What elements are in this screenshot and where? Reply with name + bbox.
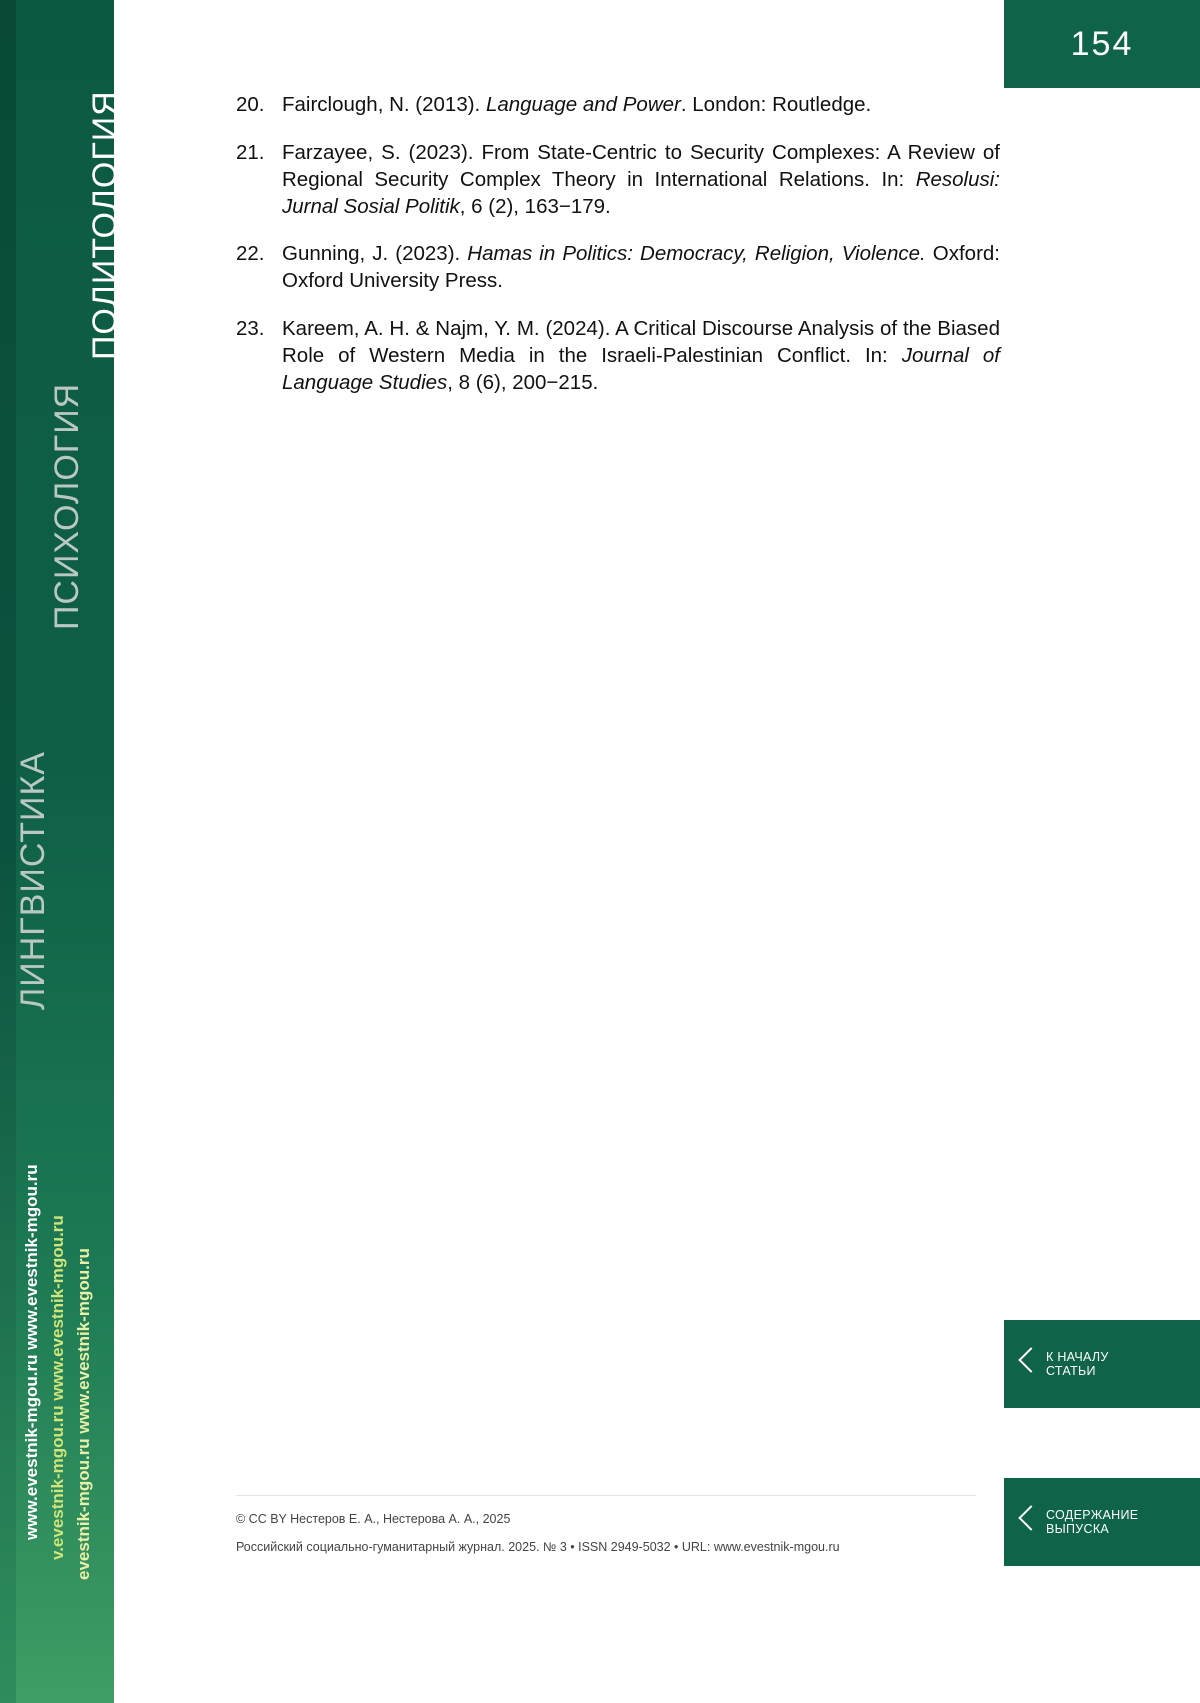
reference-part: Farzayee, S. (2023). From State-Centric to Security Complexes: A Review of Regional Security Complex Theory in International Relations. In:	[282, 140, 1000, 191]
reference-number: 21.	[236, 140, 265, 164]
rail-heading-lingvistika: ЛИНГВИСТИКА	[14, 751, 52, 1010]
to-article-start-label	[1046, 1350, 1109, 1379]
reference-item	[236, 316, 1000, 397]
chevron-left-icon	[1018, 1505, 1036, 1539]
chevron-left-icon	[1018, 1347, 1036, 1381]
issue-contents-line2: ВЫПУСКА	[1046, 1522, 1110, 1536]
rail-url-line-2: v.evestnik-mgou.ru www.evestnik-mgou.ru	[48, 1215, 67, 1560]
to-article-start-line1: К НАЧАЛУ	[1046, 1349, 1109, 1364]
page-number-badge	[1004, 0, 1200, 88]
issue-contents-line1: СОДЕРЖАНИЕ	[1046, 1507, 1139, 1522]
reference-part: , 6 (2), 163−179.	[459, 194, 611, 218]
rail-heading-psihologia: ПСИХОЛОГИЯ	[48, 382, 86, 630]
footer-divider	[236, 1495, 976, 1496]
issue-contents-label	[1046, 1508, 1138, 1537]
reference-text	[282, 92, 1000, 119]
footer-journal-line: Российский социально-гуманитарный журнал. 2025. № 3 • ISSN 2949-5032 • URL: www.evestnik-mgou.ru	[236, 1540, 840, 1555]
reference-item	[236, 140, 1000, 221]
page-footer	[236, 1512, 976, 1555]
to-article-start-line2: СТАТЬИ	[1046, 1364, 1096, 1378]
reference-part: Fairclough, N. (2013).	[282, 93, 486, 116]
reference-number: 23.	[236, 317, 265, 341]
reference-part-italic: Hamas in Politics: Democracy, Religion, Violence.	[467, 242, 926, 266]
footer-copyright: © CC BY Нестеров Е. А., Нестерова А. А., 2025	[236, 1512, 511, 1526]
reference-text	[282, 316, 1000, 397]
reference-part: Oxford: Oxford University Press.	[282, 242, 1000, 293]
reference-part-italic: Language and Power	[485, 93, 681, 116]
rail-url-line-3: evestnik-mgou.ru www.evestnik-mgou.ru	[74, 1248, 93, 1580]
rail-url-watermarks	[0, 1040, 114, 1660]
reference-part-italic: Journal of Language Studies	[282, 343, 1001, 394]
reference-part: , 8 (6), 200−215.	[447, 370, 599, 394]
page-number: 154	[1070, 24, 1134, 63]
reference-part: Gunning, J. (2023).	[282, 242, 468, 266]
reference-list	[236, 92, 1000, 418]
reference-part: . London: Routledge.	[680, 93, 872, 116]
issue-contents-button[interactable]	[1004, 1478, 1200, 1566]
reference-item	[236, 92, 1000, 119]
to-article-start-button[interactable]	[1004, 1320, 1200, 1408]
reference-number: 20.	[236, 93, 265, 116]
rail-url-line-1: www.evestnik-mgou.ru www.evestnik-mgou.ru	[22, 1164, 41, 1540]
reference-number: 22.	[236, 242, 265, 266]
reference-item	[236, 241, 1000, 295]
reference-part-italic: Resolusi: Jurnal Sosial Politik	[282, 167, 1000, 218]
left-rail	[0, 0, 124, 1703]
reference-part: Kareem, A. H. & Najm, Y. M. (2024). A Critical Discourse Analysis of the Biased Role of Western Media in the Israeli-Palestinian Conflict. In:	[282, 317, 1000, 367]
rail-section-headings	[14, 30, 124, 1010]
reference-text	[282, 140, 1000, 221]
rail-heading-politologia: ПОЛИТОЛОГИЯ	[86, 90, 124, 360]
reference-text	[282, 241, 1000, 295]
